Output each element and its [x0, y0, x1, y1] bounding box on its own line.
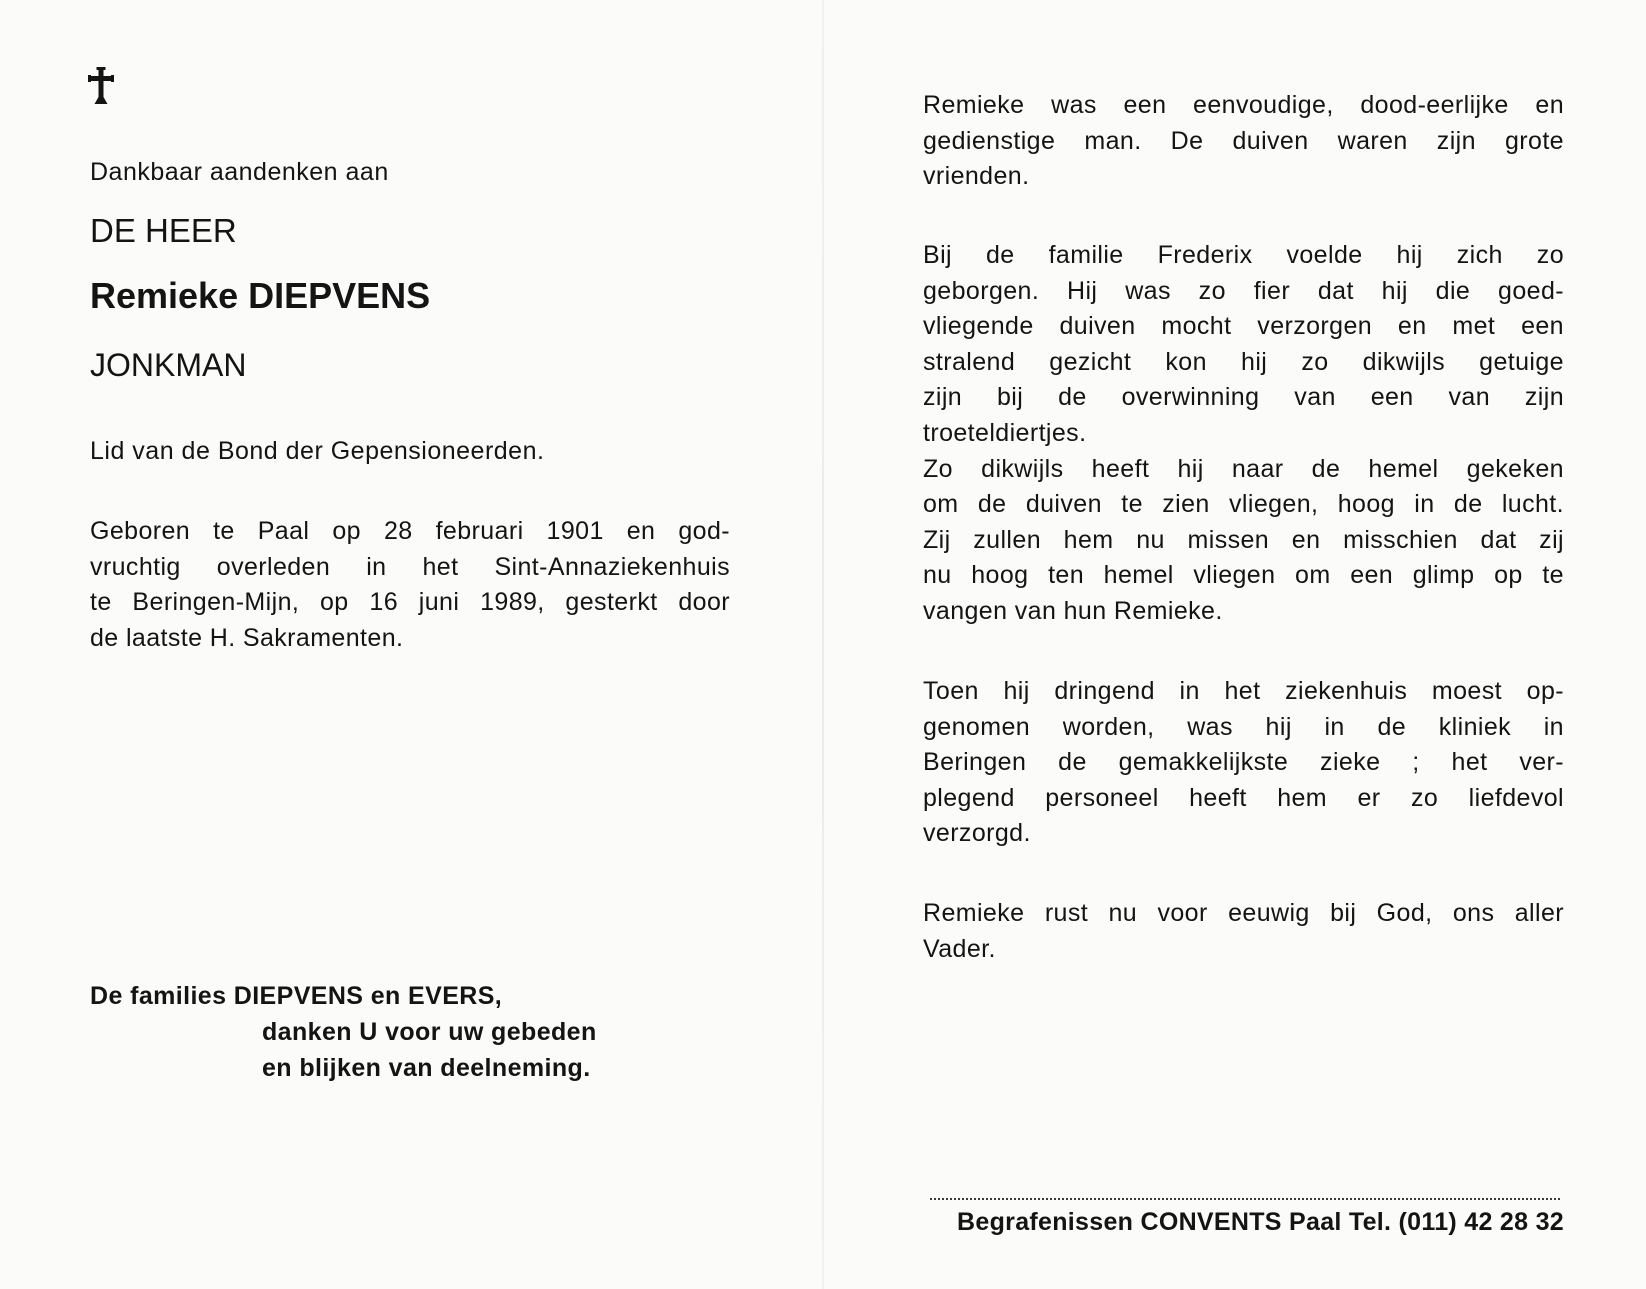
paragraph-line: troeteldiertjes. — [923, 418, 1087, 447]
paragraph-line: zijn bij de overwinning van een van zijn — [923, 383, 1564, 412]
families-line: De families DIEPVENS en EVERS, — [90, 982, 503, 1010]
paragraph-line: de laatste H. Sakramenten. — [90, 623, 404, 652]
paragraph-line: Toen hij dringend in het ziekenhuis moest op- — [923, 677, 1564, 705]
deceased-name: Remieke DIEPVENS — [90, 275, 431, 316]
paragraph-line: plegend personeel heeft hem er zo liefdevol — [923, 783, 1564, 812]
paragraph-pigeons — [923, 238, 1564, 630]
paragraph-line: vliegende duiven mocht verzorgen en met een — [923, 312, 1564, 341]
paragraph-line: nu hoog ten hemel vliegen om een glimp op te — [923, 561, 1564, 590]
membership-text: Lid van de Bond der Gepensioneerden. — [90, 437, 545, 465]
paragraph-character — [923, 88, 1564, 195]
paragraph-hospital — [923, 674, 1564, 852]
paragraph-line: genomen worden, was hij in de kliniek in — [923, 712, 1564, 741]
paragraph-line: te Beringen-Mijn, op 16 juni 1989, gesterkt door — [90, 588, 730, 617]
dotted-divider — [930, 1198, 1560, 1200]
paragraph-line: Zo dikwijls heeft hij naar de hemel gekeken — [923, 454, 1564, 483]
birth-death-paragraph — [90, 514, 730, 656]
paragraph-line: Remieke was een eenvoudige, dood-eerlijke en — [923, 91, 1564, 119]
paragraph-line: Remieke rust nu voor eeuwig bij God, ons aller — [923, 899, 1564, 927]
cross-icon — [86, 66, 116, 110]
paragraph-line: vrienden. — [923, 162, 1030, 191]
paragraph-rest — [923, 896, 1564, 967]
paragraph-line: geborgen. Hij was zo fier dat hij die goed- — [923, 276, 1564, 305]
paragraph-line: Geboren te Paal op 28 februari 1901 en god- — [90, 517, 730, 545]
paragraph-line: gedienstige man. De duiven waren zijn grote — [923, 126, 1564, 155]
paragraph-line: om de duiven te zien vliegen, hoog in de lucht. — [923, 490, 1564, 519]
families-line: en blijken van deelneming. — [262, 1054, 591, 1082]
paragraph-line: stralend gezicht kon hij zo dikwijls getuige — [923, 347, 1564, 376]
paragraph-line: Zij zullen hem nu missen en misschien dat zij — [923, 525, 1564, 554]
paragraph-line: Vader. — [923, 934, 996, 963]
center-fold — [822, 0, 824, 1289]
families-thanks — [90, 978, 597, 1086]
intro-text: Dankbaar aandenken aan — [90, 158, 389, 186]
paragraph-line: Beringen de gemakkelijkste zieke ; het ver- — [923, 748, 1564, 777]
paragraph-line: vruchtig overleden in het Sint-Annaziekenhuis — [90, 552, 730, 581]
civil-status: JONKMAN — [90, 347, 247, 383]
families-line: danken U voor uw gebeden — [262, 1018, 597, 1046]
paragraph-line: verzorgd. — [923, 819, 1031, 848]
paragraph-line: vangen van hun Remieke. — [923, 596, 1223, 625]
salutation: DE HEER — [90, 212, 237, 249]
undertaker-info: Begrafenissen CONVENTS Paal Tel. (011) 42 28 32 — [957, 1208, 1564, 1236]
paragraph-line: Bij de familie Frederix voelde hij zich zo — [923, 241, 1564, 269]
